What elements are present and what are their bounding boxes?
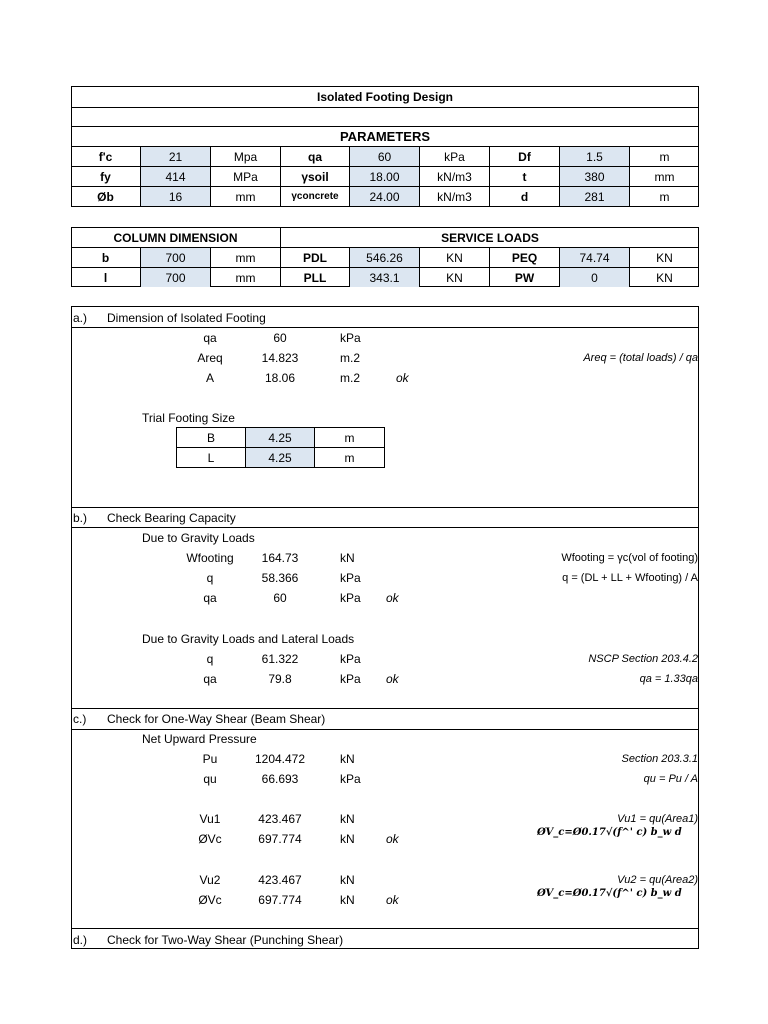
column-dimension-header: COLUMN DIMENSION	[113, 230, 238, 245]
c-vu2-symbol: Vu2	[199, 873, 221, 887]
calculations-frame	[71, 306, 699, 949]
a-areq-value: 14.823	[261, 351, 299, 365]
b-q1-formula: q = (DL + LL + Wfooting) / A	[562, 572, 698, 584]
param-qa-value[interactable]: 60	[350, 147, 419, 166]
param-t-label: t	[522, 169, 527, 184]
column-l-unit: mm	[235, 270, 256, 285]
param-db-label: Øb	[97, 189, 114, 204]
c-qu-symbol: qu	[203, 772, 217, 786]
c-qu-formula: qu = Pu / A	[643, 773, 698, 785]
section-a-label: a.)	[73, 311, 88, 325]
param-df-label: Df	[518, 149, 531, 164]
trial-l-value[interactable]: 4.25	[246, 448, 314, 467]
load-pdl-value[interactable]: 546.26	[350, 248, 419, 267]
a-areq-formula: Areq = (total loads) / qa	[583, 352, 698, 364]
b-qa2-symbol: qa	[203, 672, 217, 686]
c-vc1-symbol: ØVc	[198, 832, 222, 846]
c-vu2-formula: Vu2 = qu(Area2)	[617, 874, 698, 886]
a-areq-unit: m.2	[340, 351, 361, 365]
load-pw-unit: KN	[656, 270, 673, 285]
section-d-label: d.)	[73, 933, 88, 947]
a-area-status: ok	[396, 371, 409, 385]
column-l-value[interactable]: 700	[141, 268, 210, 287]
b-qa2-formula: qa = 1.33qa	[639, 673, 698, 685]
c-vc2-status: ok	[386, 893, 399, 907]
param-df-unit: m	[659, 149, 670, 164]
a-qa-unit: kPa	[340, 331, 361, 345]
a-qa-symbol: qa	[203, 331, 217, 345]
b-qa2-value: 79.8	[268, 672, 292, 686]
a-area-value: 18.06	[264, 371, 296, 385]
param-d-value[interactable]: 281	[560, 187, 629, 206]
trial-b-label: B	[206, 430, 215, 445]
trial-l-label: L	[207, 450, 215, 465]
param-df-value[interactable]: 1.5	[560, 147, 629, 166]
a-area-unit: m.2	[340, 371, 361, 385]
b-q2-unit: kPa	[340, 652, 361, 666]
load-pw-value[interactable]: 0	[560, 268, 629, 287]
param-fy-value[interactable]: 414	[141, 167, 210, 186]
section-b-title: Check Bearing Capacity	[107, 511, 236, 525]
c-vc2-value: 697.774	[258, 893, 302, 907]
b-qa1-status: ok	[386, 591, 399, 605]
param-fc-label: f'c	[98, 149, 113, 164]
b-q2-symbol: q	[206, 652, 214, 666]
parameters-header: PARAMETERS	[339, 129, 431, 144]
b-wfooting-formula: Wfooting = γc(vol of footing)	[561, 552, 698, 564]
b-qa1-value: 60	[273, 591, 287, 605]
param-fy-unit: MPa	[233, 169, 258, 184]
a-qa-value: 60	[273, 331, 287, 345]
param-db-value[interactable]: 16	[141, 187, 210, 206]
lateral-loads-title: Due to Gravity Loads and Lateral Loads	[142, 632, 355, 646]
load-pdl-label: PDL	[303, 250, 327, 265]
c-vc1-formula: ØV_c=Ø0.17√(f^' c) b_w d	[537, 827, 682, 838]
column-l-label: l	[103, 270, 108, 285]
gravity-loads-title: Due to Gravity Loads	[142, 531, 255, 545]
section-d-title: Check for Two-Way Shear (Punching Shear)	[107, 933, 344, 947]
c-vc1-unit: kN	[340, 832, 355, 846]
trial-l-unit: m	[344, 450, 355, 465]
c-vu1-value: 423.467	[258, 812, 302, 826]
b-wfooting-symbol: Wfooting	[186, 551, 234, 565]
param-d-label: d	[520, 189, 529, 204]
param-gamma-soil-value[interactable]: 18.00	[350, 167, 419, 186]
param-qa-label: qa	[307, 149, 322, 164]
b-qa2-unit: kPa	[340, 672, 361, 686]
service-loads-header: SERVICE LOADS	[441, 230, 539, 245]
load-pll-label: PLL	[303, 270, 327, 285]
b-q1-unit: kPa	[340, 571, 361, 585]
param-t-value[interactable]: 380	[560, 167, 629, 186]
c-vc2-formula: ØV_c=Ø0.17√(f^' c) b_w d	[537, 888, 682, 899]
column-b-value[interactable]: 700	[141, 248, 210, 267]
load-peq-value[interactable]: 74.74	[560, 248, 629, 267]
param-gamma-concrete-label: γconcrete	[291, 190, 339, 202]
load-pw-label: PW	[514, 270, 535, 285]
c-qu-value: 66.693	[261, 772, 299, 786]
c-vc2-symbol: ØVc	[198, 893, 222, 907]
net-upward-pressure-title: Net Upward Pressure	[142, 732, 257, 746]
b-qa2-status: ok	[386, 672, 399, 686]
load-pll-value[interactable]: 343.1	[350, 268, 419, 287]
c-vu1-symbol: Vu1	[199, 812, 221, 826]
c-pu-symbol: Pu	[202, 752, 218, 766]
b-q2-reference: NSCP Section 203.4.2	[588, 653, 698, 665]
param-d-unit: m	[659, 189, 670, 204]
load-peq-unit: KN	[656, 250, 673, 265]
b-wfooting-unit: kN	[340, 551, 355, 565]
c-vc1-value: 697.774	[258, 832, 302, 846]
trial-b-unit: m	[344, 430, 355, 445]
param-fy-label: fy	[100, 169, 111, 184]
b-q1-value: 58.366	[261, 571, 299, 585]
c-vu1-unit: kN	[340, 812, 355, 826]
a-area-symbol: A	[205, 371, 214, 385]
param-qa-unit: kPa	[444, 149, 465, 164]
column-b-unit: mm	[235, 250, 256, 265]
param-db-unit: mm	[235, 189, 256, 204]
page-title: Isolated Footing Design	[316, 89, 453, 104]
c-qu-unit: kPa	[340, 772, 361, 786]
c-vc1-status: ok	[386, 832, 399, 846]
param-gamma-concrete-unit: kN/m3	[437, 189, 472, 204]
c-pu-value: 1204.472	[254, 752, 306, 766]
param-gamma-soil-label: γsoil	[301, 169, 329, 184]
section-c-label: c.)	[73, 712, 87, 726]
section-c-title: Check for One-Way Shear (Beam Shear)	[107, 712, 326, 726]
column-b-label: b	[101, 250, 110, 265]
c-vu2-unit: kN	[340, 873, 355, 887]
c-vc2-unit: kN	[340, 893, 355, 907]
param-fc-value[interactable]: 21	[141, 147, 210, 166]
section-b-label: b.)	[73, 511, 88, 525]
param-t-unit: mm	[654, 169, 675, 184]
b-qa1-symbol: qa	[203, 591, 217, 605]
load-peq-label: PEQ	[511, 250, 538, 265]
c-pu-reference: Section 203.3.1	[621, 753, 698, 765]
b-wfooting-value: 164.73	[261, 551, 299, 565]
section-a-title: Dimension of Isolated Footing	[107, 311, 266, 325]
param-fc-unit: Mpa	[233, 149, 258, 164]
b-q2-value: 61.322	[261, 652, 299, 666]
param-gamma-soil-unit: kN/m3	[437, 169, 472, 184]
load-pll-unit: KN	[446, 270, 463, 285]
c-vu1-formula: Vu1 = qu(Area1)	[617, 813, 698, 825]
trial-b-value[interactable]: 4.25	[246, 428, 314, 447]
trial-footing-title: Trial Footing Size	[142, 411, 235, 425]
c-pu-unit: kN	[340, 752, 355, 766]
param-gamma-concrete-value[interactable]: 24.00	[350, 187, 419, 206]
a-areq-symbol: Areq	[197, 351, 223, 365]
b-q1-symbol: q	[206, 571, 214, 585]
b-qa1-unit: kPa	[340, 591, 361, 605]
c-vu2-value: 423.467	[258, 873, 302, 887]
load-pdl-unit: KN	[446, 250, 463, 265]
